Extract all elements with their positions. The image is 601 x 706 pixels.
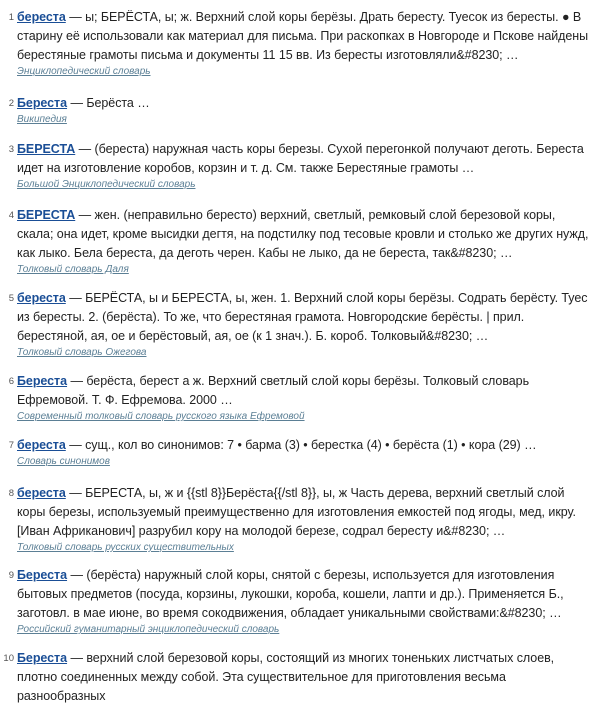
- result-snippet: [17, 140, 589, 178]
- result-body: [17, 372, 589, 424]
- result-body: [17, 484, 589, 555]
- result-body: [17, 649, 589, 706]
- result-snippet: [17, 289, 589, 346]
- result-number: 7: [8, 440, 14, 451]
- result-term-link[interactable]: БЕРЕСТА: [17, 142, 76, 156]
- result-text: — БЕРЁСТА, ы и БЕРЕСТА, ы, жен. 1. Верхний слой коры берёзы. Содрать берёсту. Туес из бересты. 2. (берёста). То же, что берестяная грамота. Новгородские берёсты. | прил. берестяной, ая, ое и берёстовый, ая, ое (к 1 знач.). Б. короб. Толковый&#8230; …: [17, 291, 588, 343]
- result-term-link[interactable]: Береста: [17, 568, 68, 582]
- result-number: 2: [8, 98, 14, 109]
- result-text: — верхний слой березовой коры, состоящий из многих тоненьких листчатых слоев, плотно соединенных между собой. Эта существительное для приготовления весьма разнообразных: [17, 651, 555, 703]
- result-text: — сущ., кол во синонимов: 7 • бармa (3) • берестка (4) • берёста (1) • кора (29) …: [65, 438, 537, 452]
- result-text: — (берёста) наружный слой коры, снятой с березы, используется для изготовления бытовых предметов (посуда, корзины, лукошки, короба, кошели, лапти и др.). Применяется Б., заготовл. в мае июне, во время сокодвижения, обладает уникальными свойствами:&#8230; …: [17, 568, 564, 620]
- result-source-link[interactable]: Толковый словарь русских существительных: [17, 542, 234, 553]
- result-text: — ы; БЕРЁСТА, ы; ж. Верхний слой коры берёзы. Драть бересту. Туесок из бересты. ● В старину её использовали как материал для письма. При раскопках в Новгороде и Пскове найдены берестяные грамоты письма и документы 11 15 вв. Из бересты изготовляли&#8230; …: [17, 10, 589, 62]
- result-term-link[interactable]: Береста: [17, 651, 68, 665]
- result-number: 4: [8, 210, 14, 221]
- result-term-link[interactable]: Береста: [17, 374, 68, 388]
- result-source-link[interactable]: Российский гуманитарный энциклопедический словарь: [17, 624, 280, 635]
- result-body: [17, 8, 589, 79]
- result-body: [17, 140, 589, 192]
- result-text: — Берёста …: [67, 96, 150, 110]
- result-body: [17, 436, 589, 469]
- result-source-link[interactable]: Толковый словарь Даля: [17, 264, 129, 275]
- result-source-link[interactable]: Современный толковый словарь русского языка Ефремовой: [17, 411, 305, 422]
- result-text: — жен. (неправильно бересто) верхний, светлый, ремковый слой березовой коры, скала; она идет, кроме выcидки дегтя, на подстилку под тесовые кровли и столько же других нужд, как лыко. Бела береста, да деготь черен. Кабы не лыко, да не береста, так&#8230; …: [17, 208, 589, 260]
- result-snippet: [17, 649, 589, 706]
- result-snippet: [17, 566, 589, 623]
- result-term-link[interactable]: береста: [17, 10, 66, 24]
- result-snippet: [17, 206, 589, 263]
- result-term-link[interactable]: береста: [17, 438, 66, 452]
- result-snippet: [17, 372, 589, 410]
- result-source-link[interactable]: Словарь синонимов: [17, 456, 110, 467]
- result-term-link[interactable]: БЕРЕСТА: [17, 208, 76, 222]
- result-number: 10: [3, 653, 14, 664]
- result-body: [17, 94, 589, 127]
- result-term-link[interactable]: береста: [17, 486, 66, 500]
- result-text: — (береста) наружная часть коры березы. Сухой перегонкой получают деготь. Береста идет на изготовление коробов, корзин и т. д. См. также Берестяные грамоты …: [17, 142, 584, 175]
- result-snippet: [17, 94, 589, 113]
- result-source-link[interactable]: Энциклопедический словарь: [17, 66, 151, 77]
- result-source-link[interactable]: Большой Энциклопедический словарь: [17, 179, 196, 190]
- result-body: [17, 206, 589, 277]
- result-number: 1: [8, 12, 14, 23]
- result-number: 9: [8, 570, 14, 581]
- result-snippet: [17, 436, 589, 455]
- result-snippet: [17, 484, 589, 541]
- result-number: 6: [8, 376, 14, 387]
- result-text: — берёста, берест а ж. Верхний светлый слой коры берёзы. Толковый словарь Ефремовой. Т. Ф. Ефремова. 2000 …: [17, 374, 530, 407]
- result-number: 5: [8, 293, 14, 304]
- result-body: [17, 566, 589, 637]
- result-text: — БЕРЕСТА, ы, ж и {{stl 8}}Берёста{{/stl 8}}, ы, ж Часть дерева, верхний светлый слой коры березы, используемый преимущественно для изготовления емкостей под ягоды, мед, икру. [Иван Африканович] разрубил кору на молодой березе, содрал бересту и&#8230; …: [17, 486, 576, 538]
- result-body: [17, 289, 589, 360]
- result-term-link[interactable]: береста: [17, 291, 66, 305]
- result-source-link[interactable]: Толковый словарь Ожегова: [17, 347, 147, 358]
- result-term-link[interactable]: Береста: [17, 96, 68, 110]
- result-source-link[interactable]: Википедия: [17, 114, 67, 125]
- result-number: 3: [8, 144, 14, 155]
- result-number: 8: [8, 488, 14, 499]
- result-snippet: [17, 8, 589, 65]
